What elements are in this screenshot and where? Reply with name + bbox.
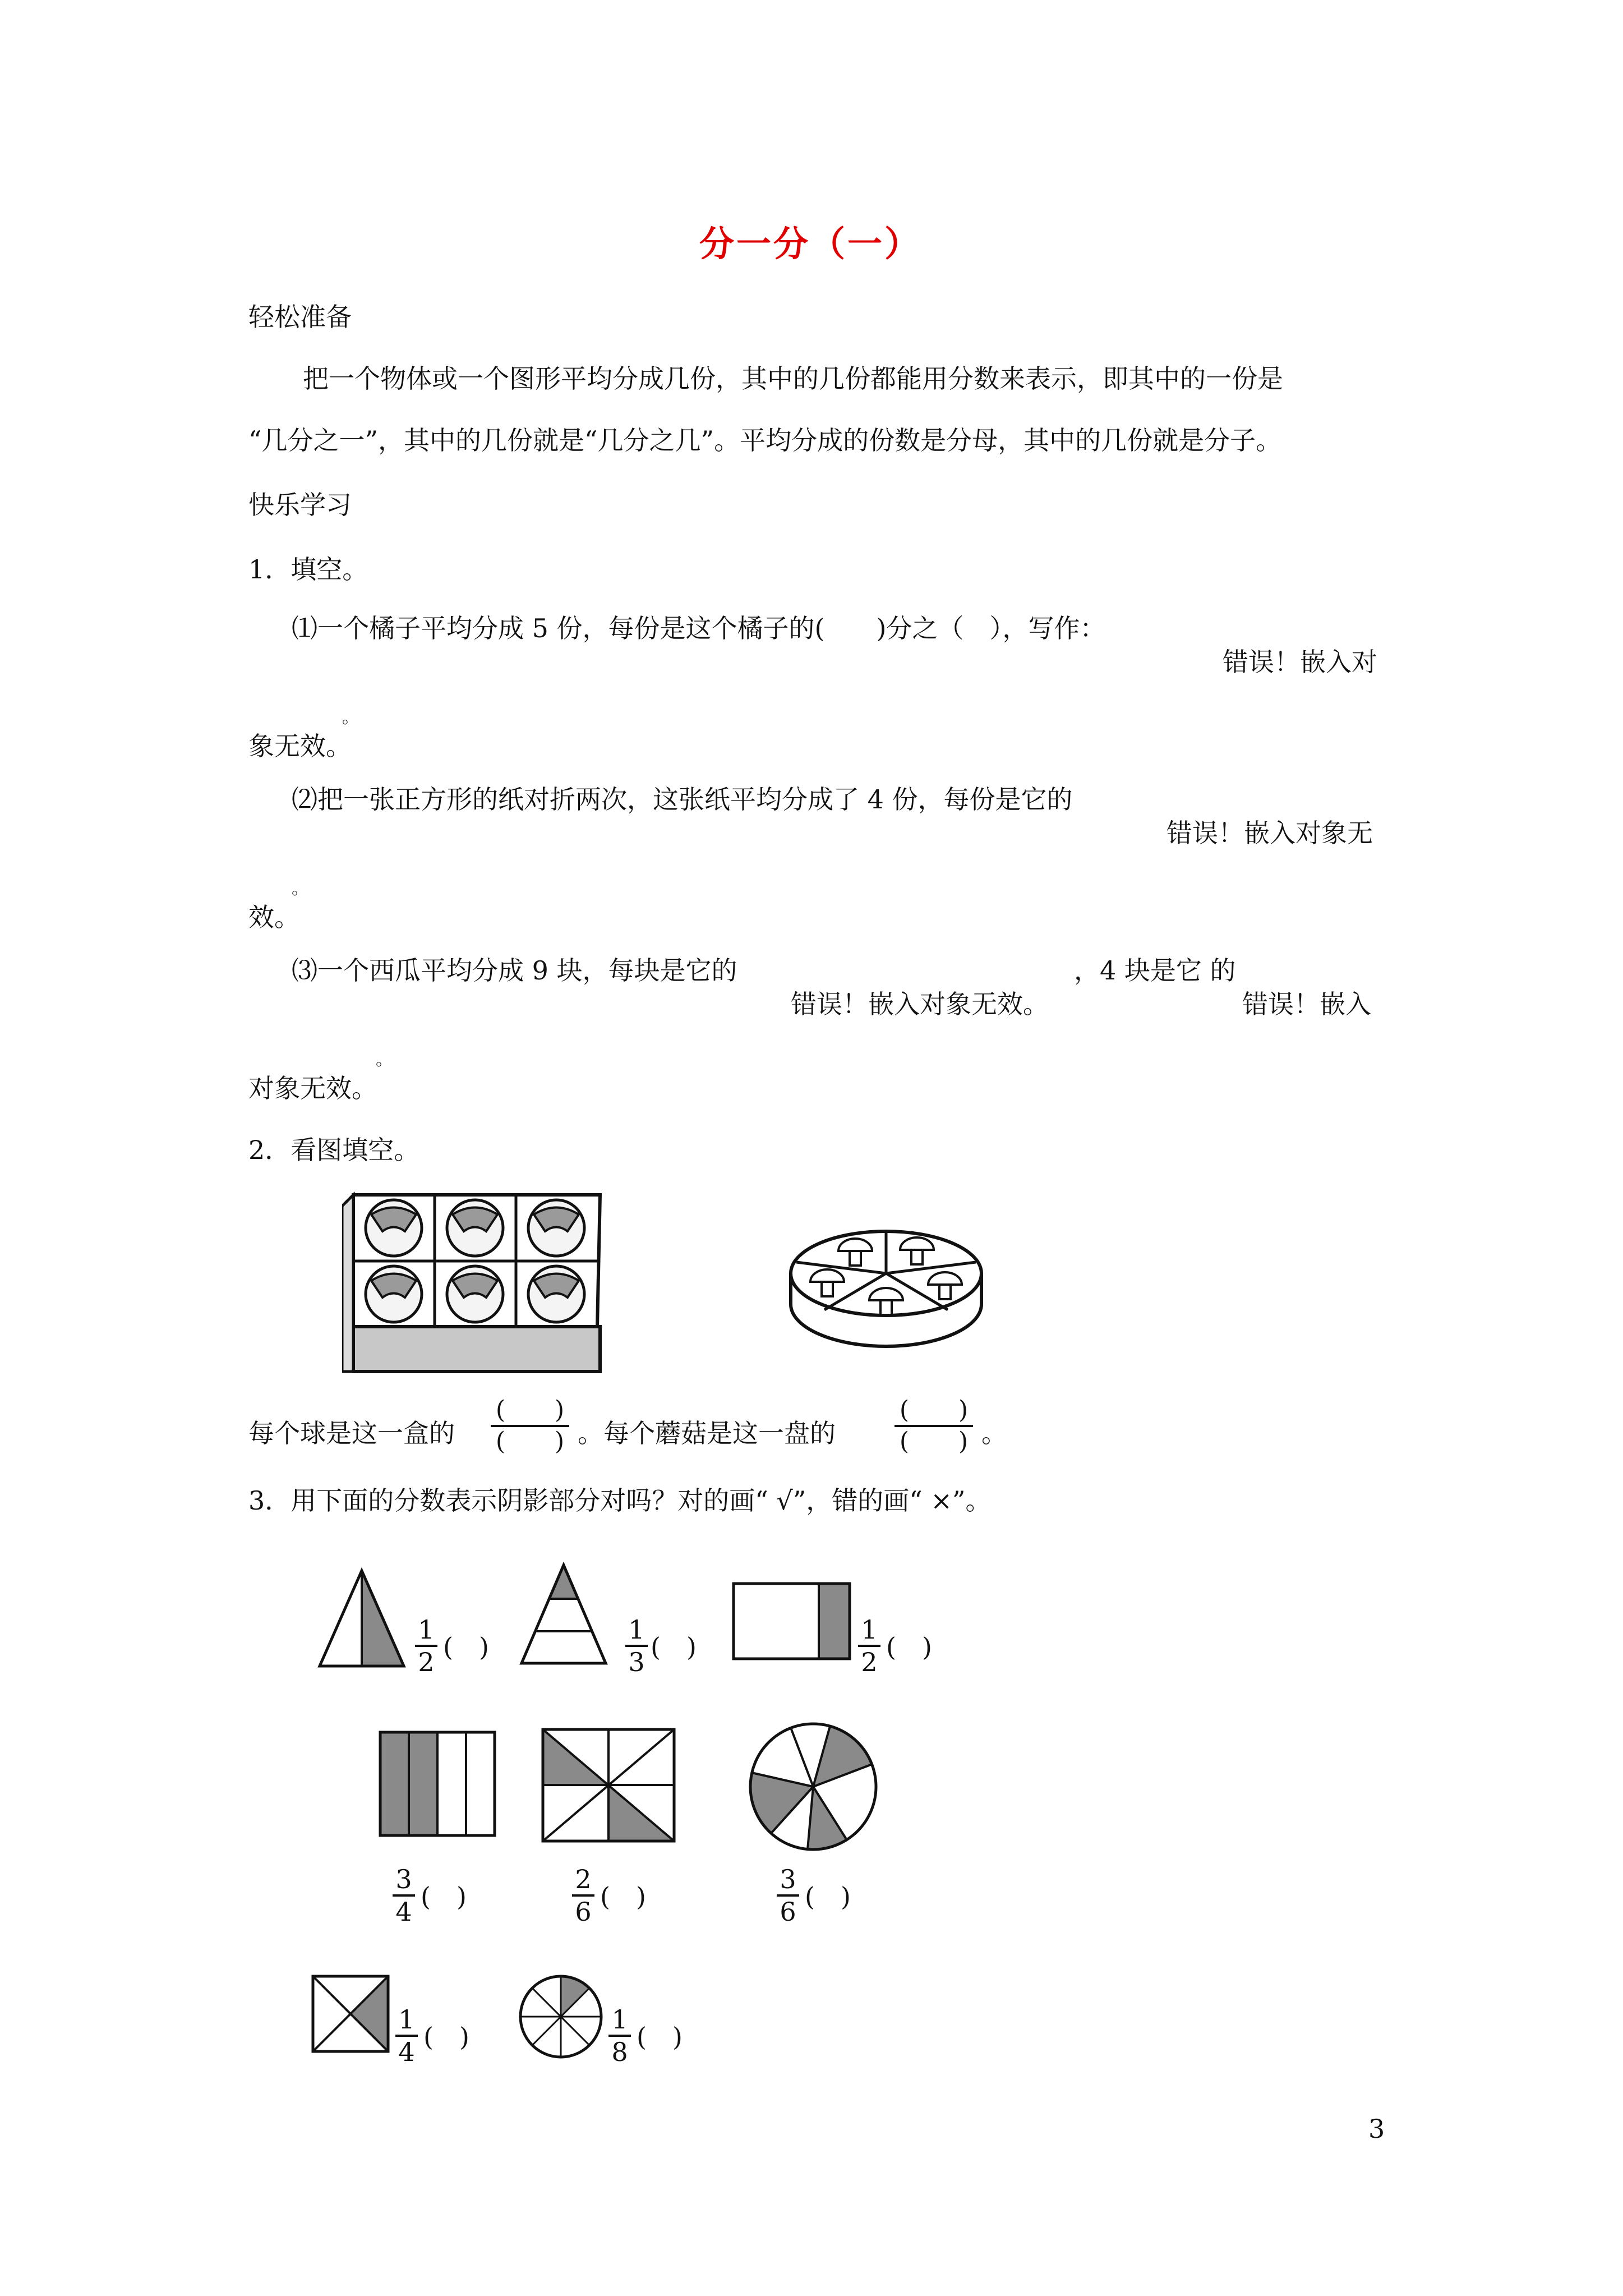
shape-circle-sixths [743,1717,883,1857]
q1-item1-error: 错误！嵌入对 [1223,647,1377,677]
q2-blank-den-1: ( ) [495,1427,565,1456]
shape-triangle-thirds [516,1559,611,1672]
fraction-2: 1 3 [625,1616,648,1676]
q1-item3-error-a: 错误！嵌入对象无效。 [791,989,1049,1019]
shape-square-eighths [538,1725,679,1846]
intro-line-2: “几分之一”，其中的几份就是“几分之几”。平均分成的份数是分母，其中的几份就是分子。 [248,425,1282,455]
page-title: 分一分（一） [699,223,922,264]
fraction-1: 1 2 [415,1616,437,1676]
q2-sentence-c: 。 [981,1418,1007,1448]
q1-item1-dot: 。 [342,708,359,728]
q1-item1-text: ⑴一个橘子平均分成 5 份，每份是这个橘子的( )分之（ ），写作： [292,613,1106,643]
fraction-4: 3 4 [393,1865,415,1926]
q1-heading: 1．填空。 [248,554,368,585]
q1-item3-text-a: ⑶一个西瓜平均分成 9 块，每块是它的 [292,955,737,986]
fraction-8: 1 8 [608,2005,631,2066]
q2-sentence-a: 每个球是这一盒的 [248,1418,455,1448]
answer-blank-6[interactable]: ( ) [805,1881,851,1912]
shape-rectangle-strip [729,1579,852,1663]
section-heading-learn: 快乐学习 [248,490,352,520]
answer-blank-5[interactable]: ( ) [600,1881,646,1912]
answer-blank-3[interactable]: ( ) [886,1632,932,1662]
intro-line-1: 把一个物体或一个图形平均分成几份，其中的几份都能用分数来表示，即其中的一份是 [303,364,1283,394]
q2-heading: 2．看图填空。 [248,1135,420,1165]
page-number: 3 [1368,2114,1385,2144]
shape-triangle-half [314,1565,409,1672]
section-heading-prep: 轻松准备 [248,302,352,332]
q3-heading: 3．用下面的分数表示阴影部分对吗？对的画“ √”，错的画“ ×”。 [248,1485,992,1516]
answer-blank-1[interactable]: ( ) [443,1632,489,1662]
fraction-7: 1 4 [395,2005,418,2066]
q2-blank-den-2: ( ) [899,1427,969,1456]
q1-item3-tail: 对象无效。 [248,1073,377,1103]
q2-sentence-b: 。每个蘑菇是这一盘的 [578,1418,836,1448]
q1-item2-error: 错误！嵌入对象无 [1166,818,1373,848]
answer-blank-7[interactable]: ( ) [423,2022,469,2052]
q1-item2-text: ⑵把一张正方形的纸对折两次，这张纸平均分成了 4 份，每份是它的 [292,784,1073,815]
shape-rectangle-quarters [376,1728,499,1840]
shape-square-quarter [308,1972,393,2056]
q1-item2-tail: 效。 [248,902,300,932]
q1-item3-dot: 。 [376,1050,393,1070]
q1-item2-dot: 。 [292,879,308,899]
q1-item3-error-b: 错误！嵌入 [1242,989,1371,1019]
fraction-6: 3 6 [777,1865,799,1926]
shape-circle-eighths [516,1972,606,2062]
answer-blank-4[interactable]: ( ) [421,1881,467,1912]
answer-blank-2[interactable]: ( ) [651,1632,697,1662]
q1-item1-tail: 象无效。 [248,731,352,761]
answer-blank-8[interactable]: ( ) [637,2022,683,2052]
q1-item3-text-b: ，4 块是它 的 [1074,955,1236,986]
q2-blank-num-2: ( ) [899,1396,969,1424]
q2-fraction-blank-1[interactable] [491,1397,569,1455]
q2-fraction-blank-2[interactable] [895,1397,973,1455]
fraction-5: 2 6 [572,1865,594,1926]
ball-box-illustration [342,1189,611,1380]
mushroom-plate-illustration [785,1206,987,1352]
fraction-3: 1 2 [858,1616,880,1676]
q2-blank-num-1: ( ) [495,1396,565,1424]
